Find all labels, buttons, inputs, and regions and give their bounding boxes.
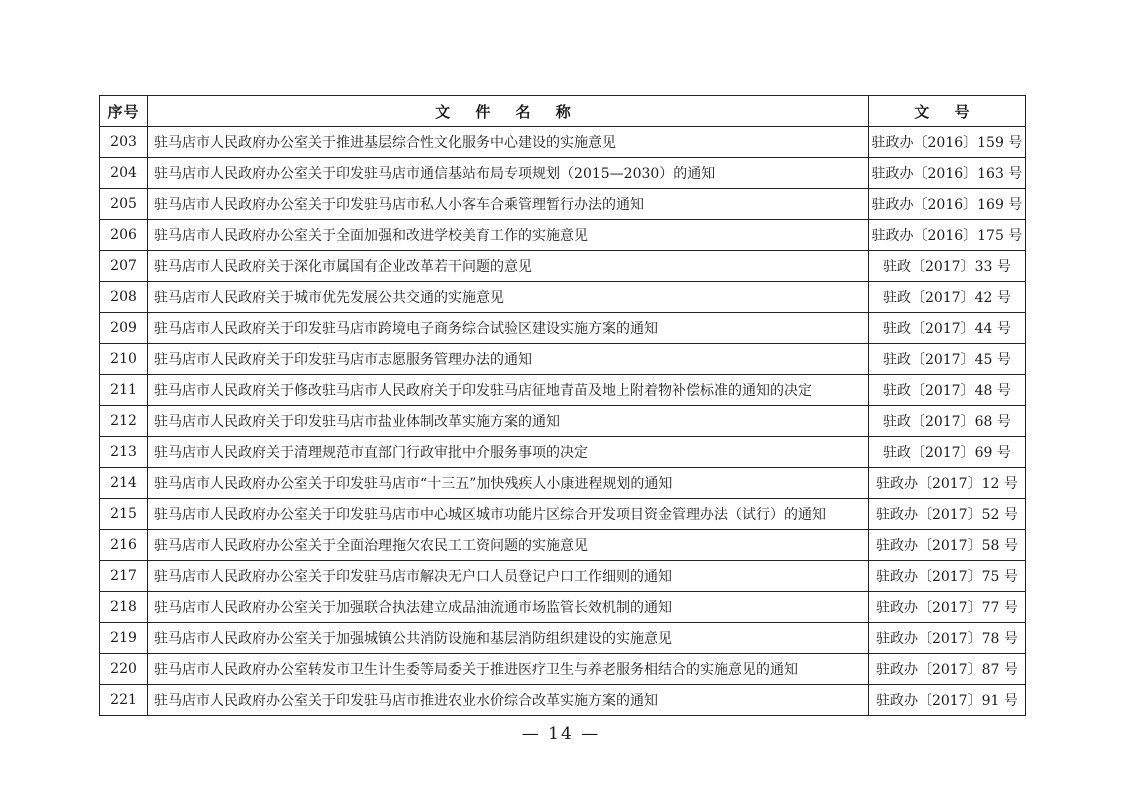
row-document-name: 驻马店市人民政府关于印发驻马店市盐业体制改革实施方案的通知	[148, 406, 869, 437]
row-serial-number: 218	[100, 592, 148, 623]
table-row	[100, 592, 1026, 623]
row-serial-number: 212	[100, 406, 148, 437]
table-row	[100, 468, 1026, 499]
row-serial-number: 216	[100, 530, 148, 561]
row-document-number: 驻政办〔2017〕75 号	[868, 561, 1025, 592]
row-document-number: 驻政办〔2017〕52 号	[868, 499, 1025, 530]
row-document-name: 驻马店市人民政府办公室关于印发驻马店市私人小客车合乘管理暂行办法的通知	[148, 189, 869, 220]
row-serial-number: 217	[100, 561, 148, 592]
row-document-name: 驻马店市人民政府关于印发驻马店市跨境电子商务综合试验区建设实施方案的通知	[148, 313, 869, 344]
row-serial-number: 211	[100, 375, 148, 406]
row-document-number: 驻政〔2017〕69 号	[868, 437, 1025, 468]
table-row	[100, 313, 1026, 344]
page-number: — 14 —	[521, 724, 601, 744]
table-row	[100, 127, 1026, 158]
table-row	[100, 251, 1026, 282]
table-header	[100, 96, 1026, 127]
table-row	[100, 623, 1026, 654]
table-row	[100, 437, 1026, 468]
row-document-number: 驻政办〔2016〕175 号	[868, 220, 1025, 251]
row-document-number: 驻政〔2017〕45 号	[868, 344, 1025, 375]
row-document-number: 驻政办〔2016〕159 号	[868, 127, 1025, 158]
row-serial-number: 205	[100, 189, 148, 220]
table-row	[100, 685, 1026, 716]
row-document-number: 驻政〔2017〕42 号	[868, 282, 1025, 313]
row-document-name: 驻马店市人民政府办公室转发市卫生计生委等局委关于推进医疗卫生与养老服务相结合的实施意见的通知	[148, 654, 869, 685]
row-document-name: 驻马店市人民政府办公室关于印发驻马店市中心城区城市功能片区综合开发项目资金管理办法（试行）的通知	[148, 499, 869, 530]
row-document-name: 驻马店市人民政府办公室关于印发驻马店市推进农业水价综合改革实施方案的通知	[148, 685, 869, 716]
row-document-number: 驻政办〔2016〕163 号	[868, 158, 1025, 189]
row-document-name: 驻马店市人民政府关于印发驻马店市志愿服务管理办法的通知	[148, 344, 869, 375]
row-document-number: 驻政〔2017〕48 号	[868, 375, 1025, 406]
table-body	[100, 127, 1026, 716]
table-row	[100, 189, 1026, 220]
row-serial-number: 219	[100, 623, 148, 654]
table-row	[100, 344, 1026, 375]
row-document-name: 驻马店市人民政府办公室关于印发驻马店市解决无户口人员登记户口工作细则的通知	[148, 561, 869, 592]
row-document-number: 驻政办〔2017〕77 号	[868, 592, 1025, 623]
table-row	[100, 158, 1026, 189]
row-document-number: 驻政办〔2017〕12 号	[868, 468, 1025, 499]
row-document-name: 驻马店市人民政府办公室关于印发驻马店市通信基站布局专项规划（2015—2030）的通知	[148, 158, 869, 189]
row-serial-number: 221	[100, 685, 148, 716]
row-serial-number: 220	[100, 654, 148, 685]
header-document-number: 文 号	[868, 96, 1025, 127]
table-row	[100, 282, 1026, 313]
table-row	[100, 375, 1026, 406]
row-serial-number: 207	[100, 251, 148, 282]
row-document-name: 驻马店市人民政府办公室关于印发驻马店市“十三五”加快残疾人小康进程规划的通知	[148, 468, 869, 499]
table-row	[100, 561, 1026, 592]
row-document-name: 驻马店市人民政府办公室关于全面治理拖欠农民工工资问题的实施意见	[148, 530, 869, 561]
row-serial-number: 208	[100, 282, 148, 313]
row-document-number: 驻政办〔2017〕78 号	[868, 623, 1025, 654]
row-serial-number: 206	[100, 220, 148, 251]
row-document-name: 驻马店市人民政府关于修改驻马店市人民政府关于印发驻马店征地青苗及地上附着物补偿标准的通知的决定	[148, 375, 869, 406]
document-list-table	[99, 95, 1026, 716]
row-document-name: 驻马店市人民政府办公室关于加强联合执法建立成品油流通市场监管长效机制的通知	[148, 592, 869, 623]
row-serial-number: 213	[100, 437, 148, 468]
header-document-name: 文 件 名 称	[148, 96, 869, 127]
row-serial-number: 210	[100, 344, 148, 375]
table-row	[100, 220, 1026, 251]
table-row	[100, 530, 1026, 561]
row-serial-number: 209	[100, 313, 148, 344]
row-document-name: 驻马店市人民政府关于清理规范市直部门行政审批中介服务事项的决定	[148, 437, 869, 468]
row-document-name: 驻马店市人民政府办公室关于加强城镇公共消防设施和基层消防组织建设的实施意见	[148, 623, 869, 654]
row-document-number: 驻政办〔2017〕91 号	[868, 685, 1025, 716]
header-row	[100, 96, 1026, 127]
row-document-name: 驻马店市人民政府办公室关于推进基层综合性文化服务中心建设的实施意见	[148, 127, 869, 158]
row-document-number: 驻政办〔2016〕169 号	[868, 189, 1025, 220]
row-serial-number: 214	[100, 468, 148, 499]
row-document-name: 驻马店市人民政府办公室关于全面加强和改进学校美育工作的实施意见	[148, 220, 869, 251]
row-document-number: 驻政办〔2017〕58 号	[868, 530, 1025, 561]
row-document-number: 驻政〔2017〕68 号	[868, 406, 1025, 437]
header-serial-number: 序号	[100, 96, 148, 127]
row-document-name: 驻马店市人民政府关于城市优先发展公共交通的实施意见	[148, 282, 869, 313]
table-row	[100, 406, 1026, 437]
row-document-name: 驻马店市人民政府关于深化市属国有企业改革若干问题的意见	[148, 251, 869, 282]
row-document-number: 驻政办〔2017〕87 号	[868, 654, 1025, 685]
row-serial-number: 203	[100, 127, 148, 158]
row-document-number: 驻政〔2017〕44 号	[868, 313, 1025, 344]
row-serial-number: 204	[100, 158, 148, 189]
table-row	[100, 654, 1026, 685]
row-document-number: 驻政〔2017〕33 号	[868, 251, 1025, 282]
row-serial-number: 215	[100, 499, 148, 530]
table-row	[100, 499, 1026, 530]
